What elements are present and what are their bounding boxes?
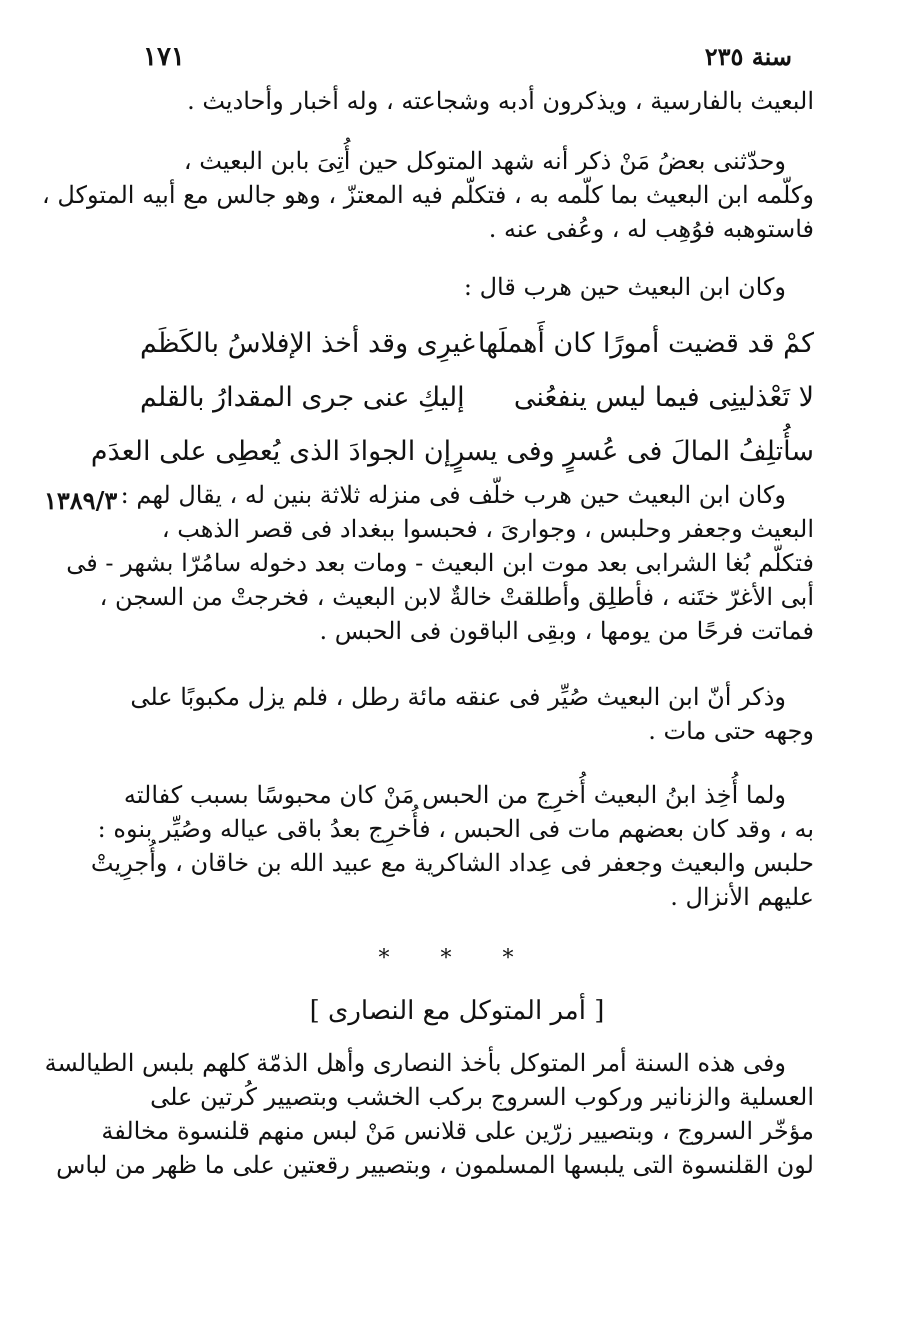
poem-verse (140, 370, 814, 424)
text-line: فتكلّم بُغا الشرابى بعد موت ابن البعيث - ومات بعد دخوله سامُرّا بشهر - فى (66, 549, 814, 577)
paragraph-3 (140, 270, 814, 304)
verse-second-hemistich: إن الجوادَ الذى يُعطِى على العدَم (90, 435, 452, 467)
text-line: فماتت فرحًا من يومها ، وبقِى الباقون فى الحبس . (319, 617, 814, 645)
text-line: وحدّثنى بعضُ مَنْ ذكر أنه شهد المتوكل حين أُتِىَ بابن البعيث ، (183, 147, 786, 175)
paragraph-1 (140, 84, 814, 118)
poem (90, 316, 814, 478)
poem-verse (140, 316, 814, 370)
verse-first-hemistich: سأُتلِفُ المالَ فى عُسرٍ وفى يسرٍ (451, 435, 814, 467)
page-number: ١٧١ (143, 42, 185, 72)
running-head-year: سنة ٢٣٥ (704, 42, 792, 71)
verse-second-hemistich: غيرِى وقد أخذ الإفلاسُ بالكَظَم (140, 327, 475, 359)
section-heading: [ أمر المتوكل مع النصارى ] (309, 996, 605, 1026)
text-line: وكان ابن البعيث حين هرب خلّف فى منزله ثلاثة بنين له ، يقال لهم : (120, 481, 786, 509)
margin-reference: ١٣٨٩/٣ (44, 486, 118, 515)
poem-verse (90, 424, 814, 478)
text-line: ولما أُخِذ ابنُ البعيث أُخرِج من الحبس مَنْ كان محبوسًا بسبب كفالته (123, 781, 786, 809)
text-line: لون القلنسوة التى يلبسها المسلمون ، وبتصيير رقعتين على ما ظهر من لباس (56, 1151, 814, 1179)
text-line: فاستوهبه فوُهِب له ، وعُفى عنه . (488, 215, 814, 243)
verse-first-hemistich: لا تَعْذلينِى فيما ليس ينفعُنى (513, 381, 814, 413)
section-separator: * * * (378, 946, 536, 971)
paragraph-7 (44, 1046, 814, 1182)
text-line: أبى الأغرّ ختَنه ، فأطلِق وأطلقتْ خالةٌ لابن البعيث ، فخرجتْ من السجن ، (99, 583, 814, 611)
paragraph-6 (90, 778, 814, 914)
text-line: وذكر أنّ ابن البعيث صُيِّر فى عنقه مائة رطل ، فلم يزل مكبوبًا على (130, 683, 786, 711)
text-line: مؤخّر السروج ، وبتصيير زرّين على قلانس مَنْ لبس منهم قلنسوة مخالفة (101, 1117, 814, 1145)
text-line: وكلّمه ابن البعيث بما كلّمه به ، فتكلّم فيه المعتزّ ، وهو جالس مع أبيه المتوكل ، (41, 181, 814, 209)
text-line: البعيث وجعفر وحلبس ، وجوارىَ ، فحبسوا ببغداد فى قصر الذهب ، (161, 515, 814, 543)
text-line: به ، وقد كان بعضهم مات فى الحبس ، فأُخرِج بعدُ باقى عياله وصُيِّر بنوه : (97, 815, 814, 843)
text-line: البعيث بالفارسية ، ويذكرون أدبه وشجاعته ، وله أخبار وأحاديث . (187, 87, 814, 115)
text-line: وكان ابن البعيث حين هرب قال : (463, 273, 786, 301)
text-line: وفى هذه السنة أمر المتوكل بأخذ النصارى وأهل الذمّة كلهم بلبس الطيالسة (44, 1049, 786, 1077)
text-line: عليهم الأنزال . (670, 883, 814, 911)
verse-second-hemistich: إليكِ عنى جرى المقدارُ بالقلم (140, 381, 465, 413)
verse-first-hemistich: كمْ قد قضيت أمورًا كان أَهملَها (477, 327, 814, 359)
text-line: حلبس والبعيث وجعفر فى عِداد الشاكرية مع عبيد الله بن خاقان ، وأُجرِيتْ (90, 849, 814, 877)
text-line: العسلية والزنانير وركوب السروج بركب الخشب وبتصيير كُرتين على (150, 1083, 814, 1111)
paragraph-5 (130, 680, 814, 748)
paragraph-2 (41, 144, 814, 246)
text-line: وجهه حتى مات . (648, 717, 814, 745)
